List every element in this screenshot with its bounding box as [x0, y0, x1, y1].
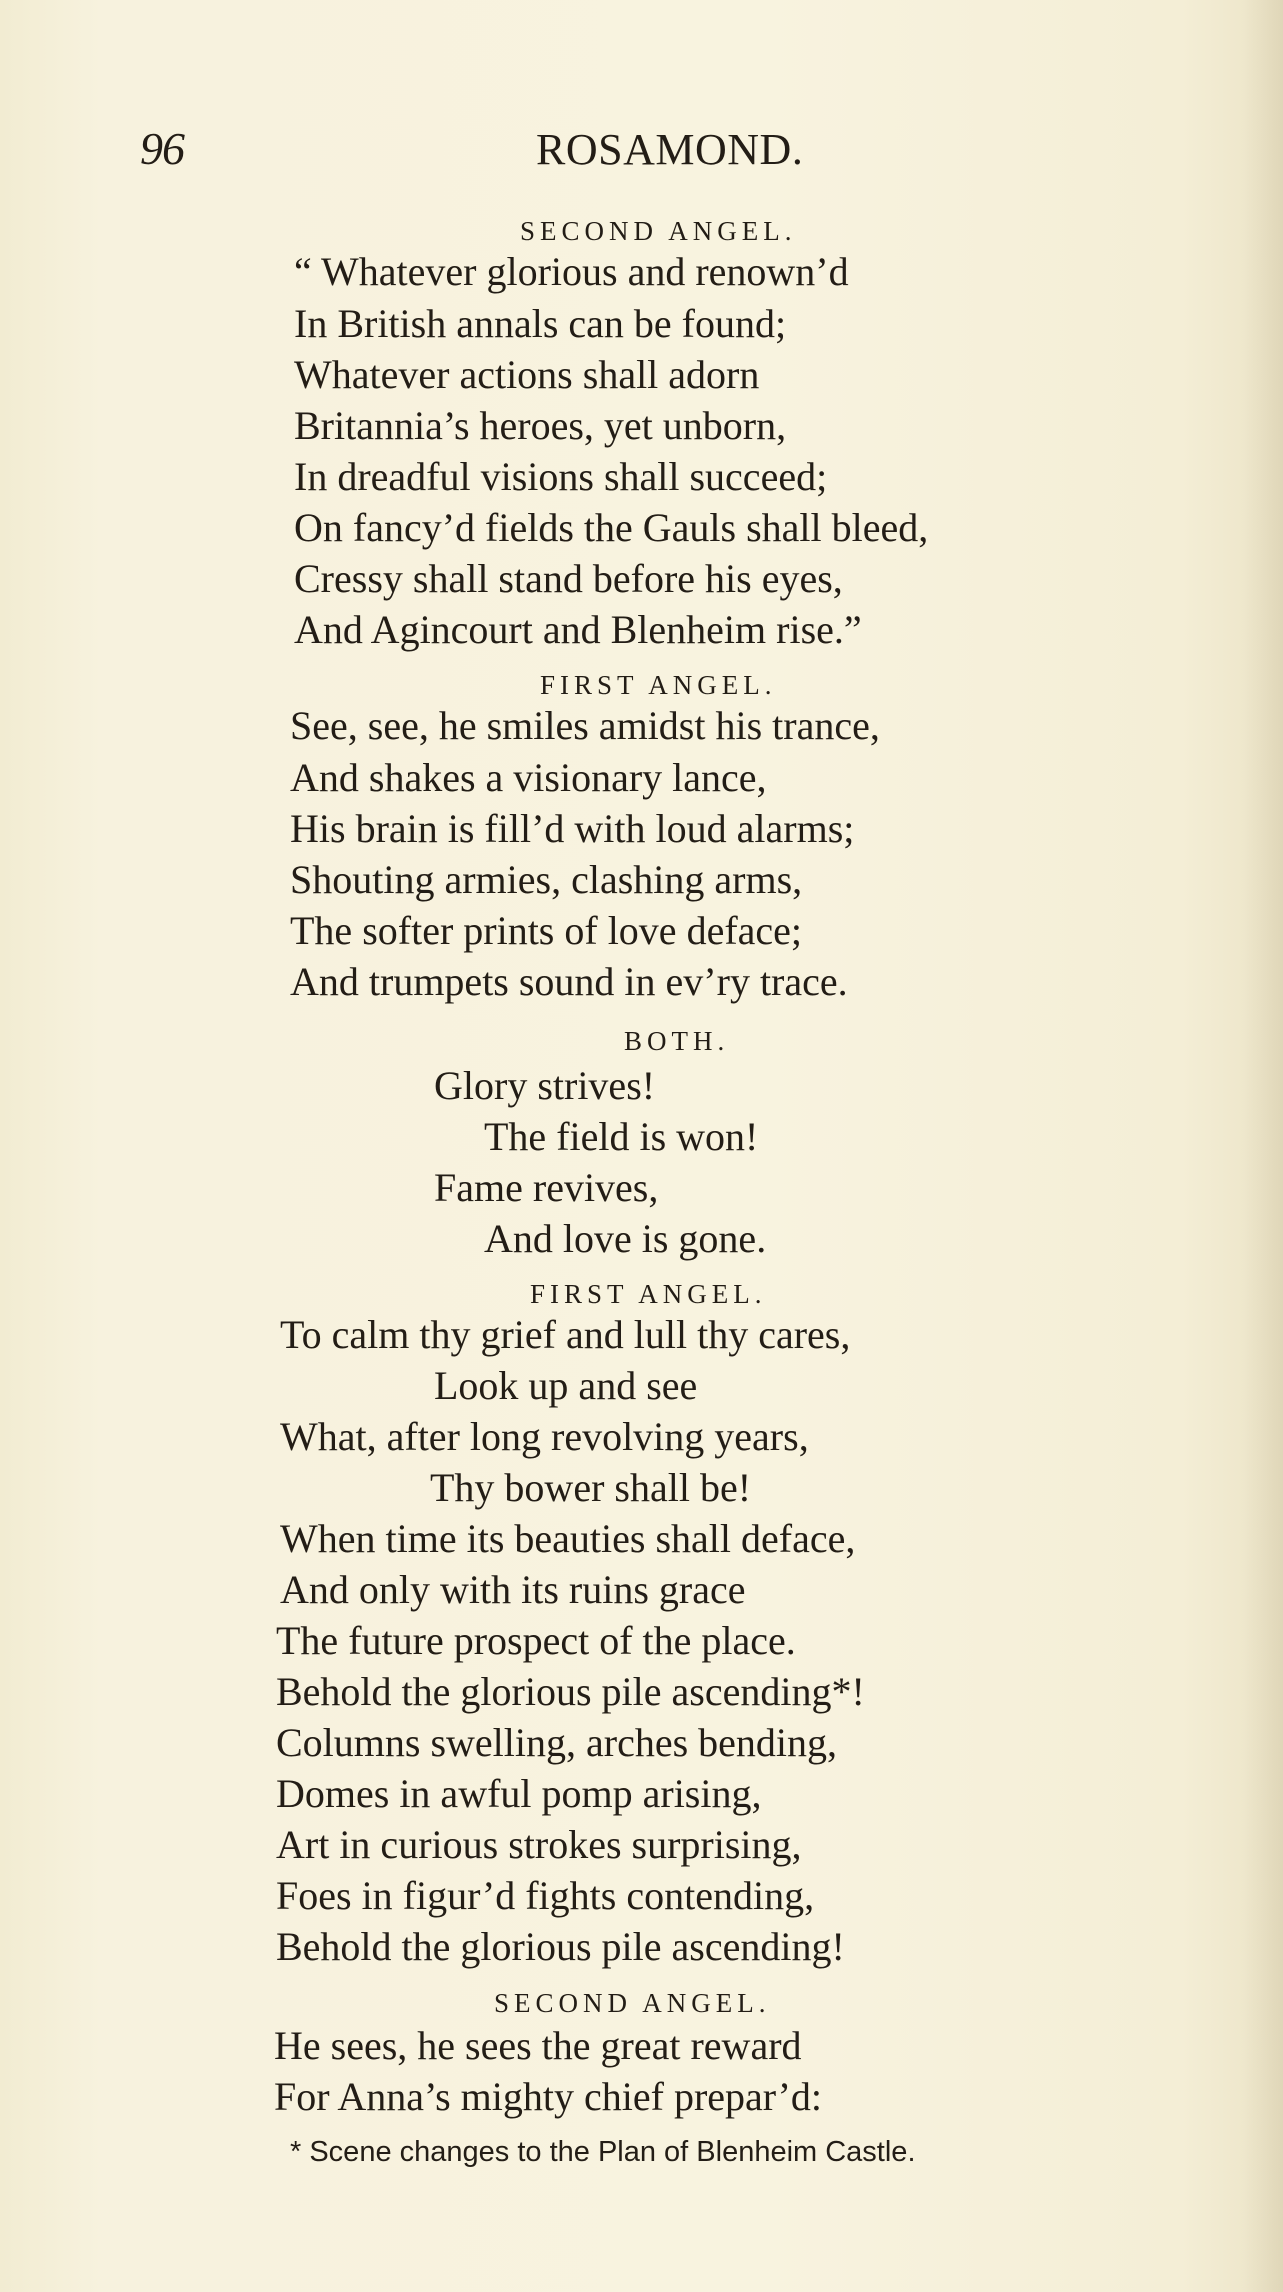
verse-line: Behold the glorious pile ascending*! [276, 1669, 865, 1714]
verse-line: And shakes a visionary lance, [290, 755, 767, 800]
verse-line: The field is won! [484, 1114, 759, 1159]
verse-line: And only with its ruins grace [280, 1567, 746, 1612]
verse-line: Foes in figur’d fights contending, [276, 1873, 815, 1918]
page-number: 96 [140, 123, 184, 174]
verse-line: On fancy’d fields the Gauls shall bleed, [294, 505, 929, 550]
verse-line: Fame revives, [434, 1165, 659, 1210]
verse-line: His brain is fill’d with loud alarms; [290, 806, 855, 851]
verse-line: In British annals can be found; [294, 301, 787, 346]
footnote: * Scene changes to the Plan of Blenheim Castle. [290, 2136, 916, 2168]
verse-line: The softer prints of love deface; [290, 908, 803, 953]
verse-line: And Agincourt and Blenheim rise.” [294, 607, 862, 652]
verse-line: He sees, he sees the great reward [274, 2023, 802, 2068]
verse-line: What, after long revolving years, [280, 1414, 809, 1459]
speaker-heading: SECOND ANGEL. [494, 1988, 771, 2018]
speaker-heading: FIRST ANGEL. [530, 1279, 767, 1309]
verse-line: “ Whatever glorious and renown’d [294, 249, 849, 294]
verse-line: Cressy shall stand before his eyes, [294, 556, 843, 601]
verse-line: See, see, he smiles amidst his trance, [290, 703, 880, 748]
verse-line: Glory strives! [434, 1063, 656, 1108]
page-edge-shadow [1243, 0, 1283, 2292]
verse-line: When time its beauties shall deface, [280, 1516, 856, 1561]
verse-line: And love is gone. [484, 1216, 767, 1261]
verse-line: The future prospect of the place. [276, 1618, 796, 1663]
speaker-heading: BOTH. [624, 1026, 730, 1056]
verse-line: Shouting armies, clashing arms, [290, 857, 803, 902]
speaker-heading: SECOND ANGEL. [520, 216, 797, 246]
running-title: ROSAMOND. [536, 125, 804, 174]
verse-line: In dreadful visions shall succeed; [294, 454, 828, 499]
verse-line: Columns swelling, arches bending, [276, 1720, 838, 1765]
verse-line: Whatever actions shall adorn [294, 352, 760, 397]
verse-line: Britannia’s heroes, yet unborn, [294, 403, 787, 448]
verse-line: For Anna’s mighty chief prepar’d: [274, 2074, 823, 2119]
verse-line: And trumpets sound in ev’ry trace. [290, 959, 848, 1004]
verse-line: To calm thy grief and lull thy cares, [280, 1312, 851, 1357]
verse-line: Behold the glorious pile ascending! [276, 1924, 845, 1969]
verse-line: Look up and see [434, 1363, 698, 1408]
verse-line: Domes in awful pomp arising, [276, 1771, 762, 1816]
speaker-heading: FIRST ANGEL. [540, 670, 777, 700]
verse-line: Art in curious strokes surprising, [276, 1822, 802, 1867]
verse-line: Thy bower shall be! [430, 1465, 752, 1510]
